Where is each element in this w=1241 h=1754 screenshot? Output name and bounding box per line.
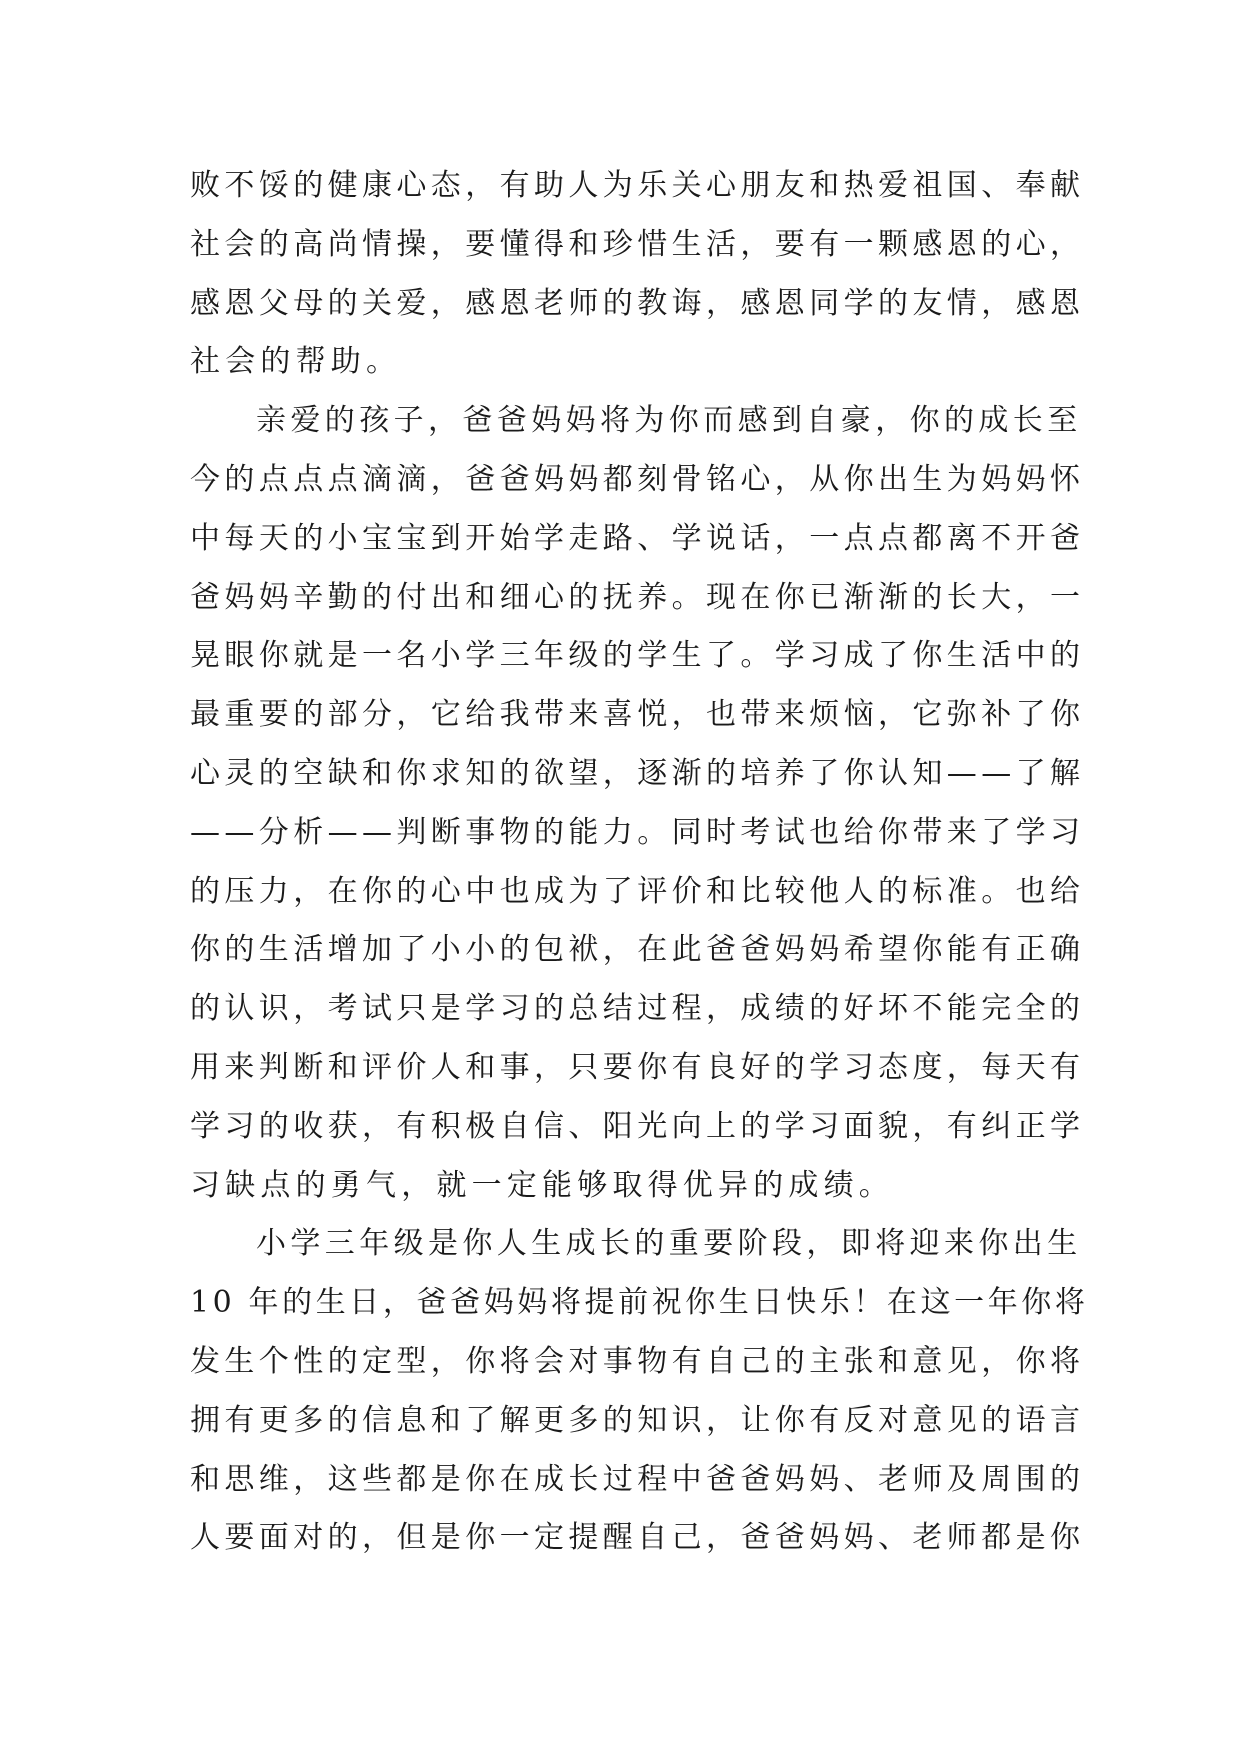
text-line: 最重要的部分，它给我带来喜悦，也带来烦恼，它弥补了你 bbox=[190, 697, 1085, 733]
text-line: 拥有更多的信息和了解更多的知识，让你有反对意见的语言 bbox=[190, 1402, 1085, 1438]
paragraph-first-line: 小学三年级是你人生成长的重要阶段，即将迎来你出生 bbox=[256, 1226, 1082, 1262]
text-line: 败不馁的健康心态，有助人为乐关心朋友和热爱祖国、奉献 bbox=[190, 168, 1085, 203]
text-line: 习缺点的勇气，就一定能够取得优异的成绩。 bbox=[190, 1167, 894, 1203]
text-line: 社会的帮助。 bbox=[190, 344, 402, 380]
text-line: 的认识，考试只是学习的总结过程，成绩的好坏不能完全的 bbox=[190, 991, 1085, 1027]
text-line: 人要面对的，但是你一定提醒自己，爸爸妈妈、老师都是你 bbox=[190, 1520, 1085, 1556]
text-line: 发生个性的定型，你将会对事物有自己的主张和意见，你将 bbox=[190, 1343, 1085, 1379]
text-line: 用来判断和评价人和事，只要你有良好的学习态度，每天有 bbox=[190, 1049, 1085, 1085]
text-line: 感恩父母的关爱，感恩老师的教诲，感恩同学的友情，感恩 bbox=[190, 285, 1085, 321]
text-line: 心灵的空缺和你求知的欲望，逐渐的培养了你认知——了解 bbox=[190, 755, 1085, 791]
text-line: 学习的收获，有积极自信、阳光向上的学习面貌，有纠正学 bbox=[190, 1108, 1085, 1144]
body-text bbox=[190, 157, 1090, 1568]
text-line: 今的点点点滴滴，爸爸妈妈都刻骨铭心，从你出生为妈妈怀 bbox=[190, 461, 1085, 497]
text-line: ——分析——判断事物的能力。同时考试也给你带来了学习 bbox=[190, 814, 1085, 850]
text-line: 社会的高尚情操，要懂得和珍惜生活，要有一颗感恩的心， bbox=[190, 226, 1085, 262]
text-line: 和思维，这些都是你在成长过程中爸爸妈妈、老师及周围的 bbox=[190, 1461, 1085, 1497]
text-line: 中每天的小宝宝到开始学走路、学说话，一点点都离不开爸 bbox=[190, 520, 1085, 556]
text-line: 的压力，在你的心中也成为了评价和比较他人的标准。也给 bbox=[190, 873, 1085, 909]
text-line: 10 年的生日，爸爸妈妈将提前祝你生日快乐！在这一年你将 bbox=[190, 1285, 1089, 1321]
paragraph-first-line: 亲爱的孩子，爸爸妈妈将为你而感到自豪，你的成长至 bbox=[256, 403, 1082, 439]
text-line: 爸妈妈辛勤的付出和细心的抚养。现在你已渐渐的长大，一 bbox=[190, 579, 1085, 615]
text-line: 你的生活增加了小小的包袱，在此爸爸妈妈希望你能有正确 bbox=[190, 932, 1085, 968]
text-line: 晃眼你就是一名小学三年级的学生了。学习成了你生活中的 bbox=[190, 638, 1085, 674]
